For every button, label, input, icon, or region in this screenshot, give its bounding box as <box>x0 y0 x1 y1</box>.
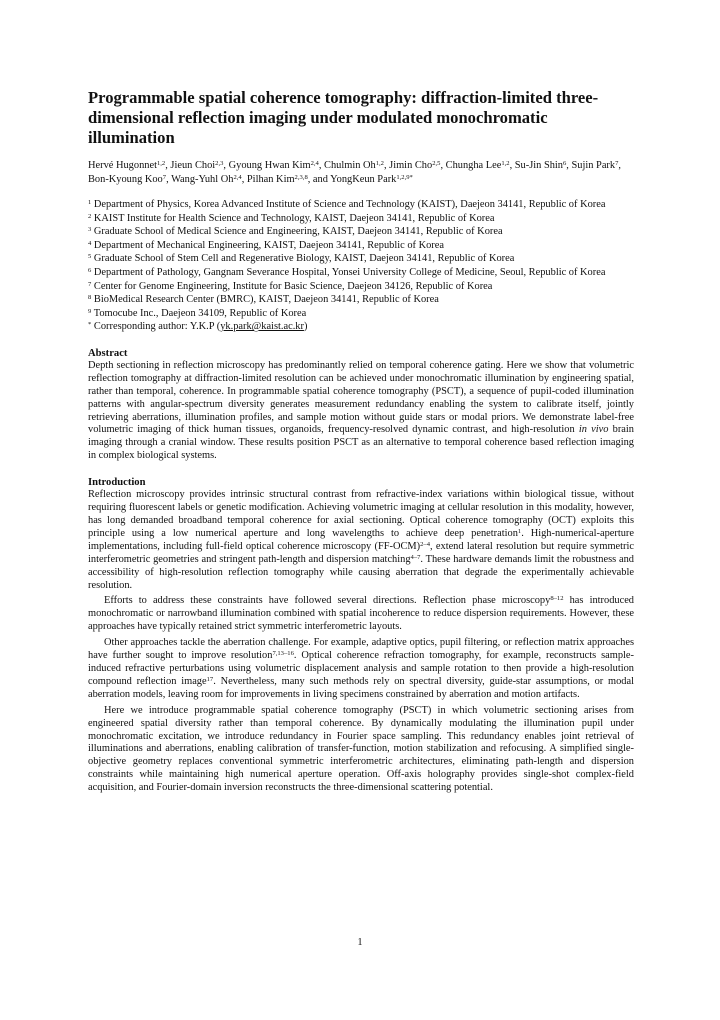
author-affiliation-mark: 7 <box>162 174 167 182</box>
affiliation-item <box>88 266 634 280</box>
affiliation-mark: 9 <box>88 307 92 315</box>
author-name: Wang-Yuhl Oh <box>171 174 234 185</box>
affiliation-text: Department of Mechanical Engineering, KAIST, Daejeon 34141, Republic of Korea <box>93 239 444 251</box>
affiliation-mark: 6 <box>88 267 92 274</box>
affiliation-item <box>88 280 634 294</box>
introduction-section <box>88 476 634 795</box>
affiliation-item <box>88 225 634 239</box>
intro-paragraph <box>88 637 634 702</box>
affiliation-mark: 7 <box>88 280 92 288</box>
intro-text-part: . High-numerical-aperture implementations, including full-field optical coherence microscopy (FF-OCM) <box>88 527 634 552</box>
email-link[interactable]: yk.park@kaist.ac.kr <box>220 321 304 333</box>
affiliation-mark: 2 <box>88 212 92 220</box>
citation-mark: 4–7 <box>410 553 421 561</box>
intro-paragraph <box>88 595 634 634</box>
affiliation-mark: 3 <box>88 226 92 234</box>
abstract-text-part: brain imaging through a cranial window. These results position PSCT as an alternative to temporal coherence based reflection imaging in complex biological systems. <box>88 424 634 462</box>
affiliation-mark: 1 <box>88 199 92 207</box>
affiliation-mark: 5 <box>88 253 92 261</box>
author-list: Hervé Hugonnet$^{1,2}$, Jieun Choi$^{2,3}$, Gyoung Hwan Kim$^{2,4}$, Chulmin Oh$^{1,2}$, Jimin Cho$^{2,5}$, Chungha Lee$^{1,2}$, Su-Jin Shin$^6$, Sujin Park$^7$, Bon-Kyoung Koo$^7$, Wang-Yuhl Oh$^{2,4}$, Pilhan Kim$^{2,3,8}$, and YongKeun Park$^{1,2,9*}$ <box>88 160 621 185</box>
author-name: Pilhan Kim <box>246 174 295 185</box>
intro-text-part: has introduced monochromatic or narrowband illumination combined with spatial incoherence to reduce dispersion requirements. However, these approaches have typically retained strict symmetric interferometric layouts. <box>88 595 634 633</box>
author-affiliation-mark: 2,4 <box>310 160 319 168</box>
author-affiliation-mark: 1,2 <box>501 160 510 168</box>
author-name: Jieun Choi <box>170 160 216 171</box>
affiliation-list <box>88 198 634 334</box>
author-name: YongKeun Park <box>330 174 397 185</box>
author-affiliation-mark: 2,3 <box>215 160 224 168</box>
citation-mark: 1 <box>517 527 522 535</box>
author-affiliation-mark: 7 <box>615 160 619 168</box>
introduction-heading: Introduction <box>88 477 146 489</box>
author-name: Jimin Cho <box>389 160 433 171</box>
citation-mark: 7,13–16 <box>272 650 294 658</box>
abstract-italic-term: in vivo <box>578 424 609 436</box>
affiliation-text: KAIST Institute for Health Science and Technology, KAIST, Daejeon 34141, Republic of Korea <box>93 212 495 224</box>
author-name: Sujin Park <box>571 160 616 171</box>
citation-mark: 2–4 <box>420 540 431 548</box>
author-name: Hervé Hugonnet <box>88 160 157 171</box>
paper-title: Programmable spatial coherence tomography: diffraction-limited three-dimensional reflection imaging under modulated monochromatic illumination <box>88 88 599 147</box>
intro-text-part: . These hardware demands limit the robustness and accessibility of high-resolution reflection tomography while causing aberration that degrade the experimentally achievable resolution. <box>88 553 634 591</box>
affiliation-item <box>88 239 634 253</box>
affiliation-item <box>88 252 634 266</box>
abstract-section <box>88 347 634 463</box>
affiliation-text: BioMedical Research Center (BMRC), KAIST, Daejeon 34141, Republic of Korea <box>93 294 439 306</box>
author-affiliation-mark: 1,2 <box>156 160 166 168</box>
affiliation-item <box>88 293 634 307</box>
corresponding-suffix: ) <box>303 321 308 333</box>
author-name: Chulmin Oh <box>324 160 376 171</box>
intro-text-part: , extend lateral resolution but require symmetric interferometric geometries and stringent path-length and dispersion matching <box>88 540 634 565</box>
affiliation-text: Department of Pathology, Gangnam Severance Hospital, Yonsei University College of Medicine, Seoul, Republic of Korea <box>93 266 606 278</box>
author-affiliation-mark: 2,3,8 <box>294 174 308 182</box>
author-name: Gyoung Hwan Kim <box>228 160 311 171</box>
abstract-text-part: Depth sectioning in reflection microscopy has predominantly relied on temporal coherence gating. Here we show that volumetric reflection tomography at diffraction-limited resolution can be achieved under monochromatic illumination by engineering spatial, rather than temporal, coherence. In programmable spatial coherence tomography (PSCT), a sequence of pupil-coded illumination patterns with angular-spectrum diversity generates measurement redundancy enabling the system to calibrate itself, jointly retrieving aberrations, illumination profiles, and sample motion without guide stars or modal priors. We demonstrate label-free volumetric imaging of thick human tissues, organoids, frequency-resolved dynamic contrast, and high-resolution <box>88 359 634 436</box>
author-name: Su-Jin Shin <box>514 160 563 171</box>
corresponding-mark: * <box>88 321 92 329</box>
intro-text-part: Here we introduce programmable spatial coherence tomography (PSCT) in which volumetric sectioning arises from engineered spatial diversity rather than temporal coherence. By dynamically modulating the illumination pupil under monochromatic excitation, we introduce redundancy in Fourier space sampling. This redundancy enables joint retrieval of illuminations and aberrations, enabling calibration of transfer-function, motion stabilization and refocusing. A simplified single-objective geometry replaces conventional symmetric interferometric architectures, eliminating path-length and dispersion constraints while maintaining high numerical aperture operation. Off-axis holography provides single-shot complex-field acquisition, and Fourier-domain inversion reconstructs the three-dimensional scattering potential. <box>88 704 634 794</box>
citation-mark: 17 <box>206 675 214 683</box>
intro-paragraph <box>88 489 634 592</box>
page-number: 1 <box>357 937 363 948</box>
author-affiliation-mark: 2,5 <box>432 160 441 168</box>
author-affiliation-mark: 1,2 <box>375 160 384 168</box>
intro-text-part: Other approaches tackle the aberration challenge. For example, adaptive optics, pupil filtering, or reflection matrix approaches have further sought to improve resolution <box>88 637 634 662</box>
affiliation-item <box>88 307 634 321</box>
affiliation-text: Tomocube Inc., Daejeon 34109, Republic of Korea <box>93 307 307 319</box>
intro-text-part: Reflection microscopy provides intrinsic structural contrast from refractive-index variations within biological tissue, without requiring fluorescent labels or genetic modification. Achieving volumetric imaging at cellular resolution in this modality, however, has long demanded broadband temporal coherence for axial sectioning. Optical coherence tomography (OCT) exploits this principle using a low numerical aperture and long wavelengths to achieve deep penetration <box>88 489 634 539</box>
affiliation-item <box>88 198 634 212</box>
intro-text-part: . Nevertheless, many such methods rely on spectral diversity, guide-star assumptions, or modal aberration models, leaving room for improvements in living specimens constrained by aberration and motion artifacts. <box>88 675 634 700</box>
intro-paragraph <box>88 705 634 795</box>
corresponding-prefix: Corresponding author: Y.K.P ( <box>93 321 221 333</box>
affiliation-text: Graduate School of Medical Science and Engineering, KAIST, Daejeon 34141, Republic of Korea <box>93 226 503 238</box>
intro-text-part: . Optical coherence refraction tomography, for example, reconstructs sample-induced refractive perturbations using volumetric displacement analysis and sample rotation to then provide a high-resolution compound reflection image <box>88 650 634 687</box>
affiliation-text: Center for Genome Engineering, Institute for Basic Science, Daejeon 34126, Republic of Korea <box>93 280 493 292</box>
author-affiliation-mark: 6 <box>563 160 567 168</box>
affiliation-mark: 4 <box>88 239 92 247</box>
affiliation-mark: 8 <box>88 294 92 302</box>
abstract-text <box>88 360 634 463</box>
citation-mark: 8–12 <box>550 595 564 603</box>
corresponding-author <box>88 320 634 334</box>
affiliation-text: Department of Physics, Korea Advanced Institute of Science and Technology (KAIST), Daejeon 34141, Republic of Korea <box>93 199 606 210</box>
affiliation-item <box>88 212 634 226</box>
abstract-heading: Abstract <box>88 347 128 359</box>
affiliation-text: Graduate School of Stem Cell and Regenerative Biology, KAIST, Daejeon 34141, Republic of Korea <box>93 253 515 265</box>
intro-text-part: Efforts to address these constraints have followed several directions. Reflection phase microscopy <box>104 595 551 607</box>
author-name: Bon-Kyoung Koo <box>88 174 163 185</box>
author-name: Chungha Lee <box>445 160 502 171</box>
author-affiliation-mark: 2,4 <box>233 174 242 182</box>
author-affiliation-mark: 1,2,9* <box>396 174 413 182</box>
paper-page <box>88 88 634 795</box>
